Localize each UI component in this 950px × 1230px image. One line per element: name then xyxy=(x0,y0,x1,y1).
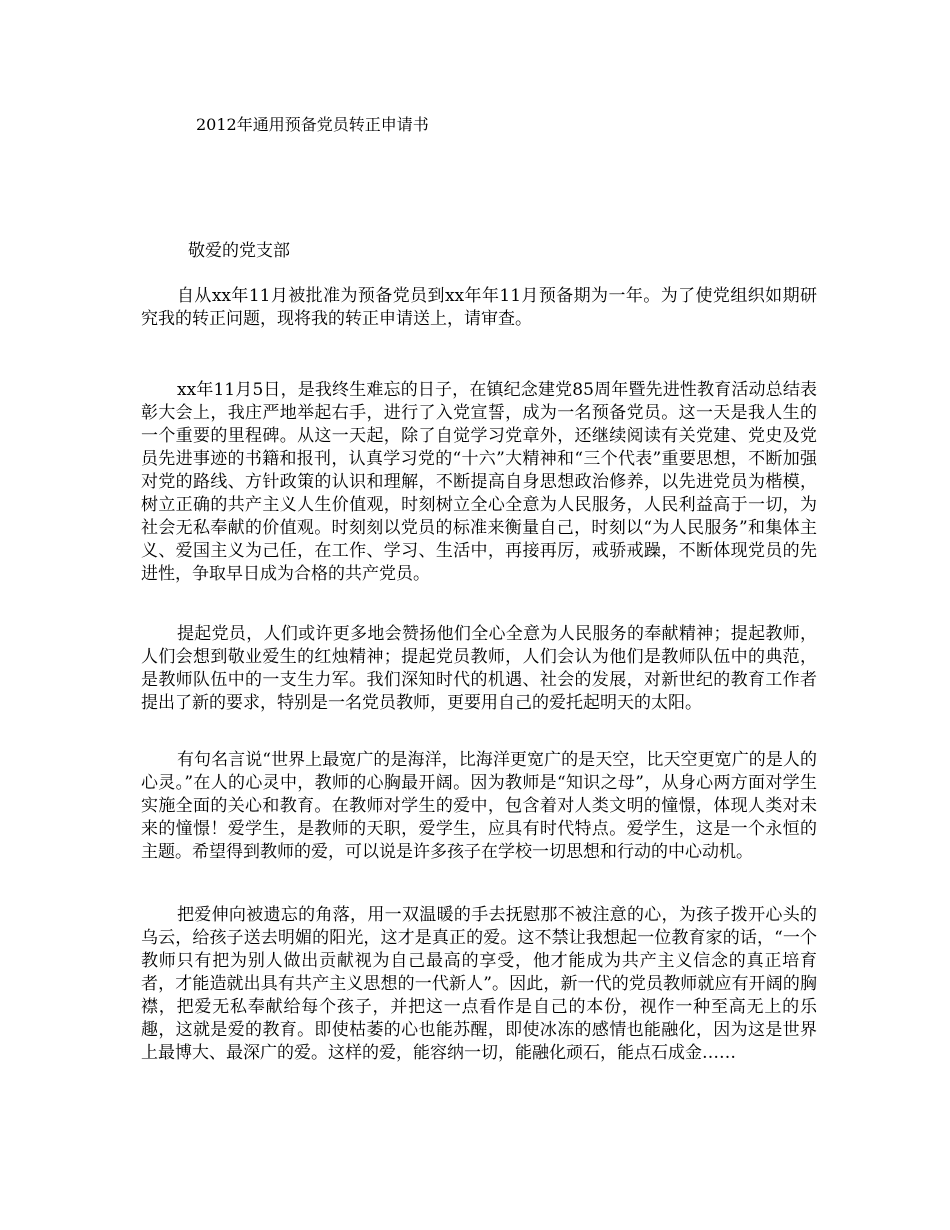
paragraph-love-education: 把爱伸向被遗忘的角落，用一双温暖的手去抚慰那不被注意的心，为孩子拨开心头的乌云，给孩子送去明媚的阳光，这才是真正的爱。这不禁让我想起一位教育家的话，“一个教师只有把为别人做出贡献视为自己最高的享受，他才能成为共产主义信念的真正培育者，才能造就出具有共产主义思想的一代新人”。因此，新一代的党员教师就应有开阔的胸襟，把爱无私奉献给每个孩子，并把这一点看作是自己的本份，视作一种至高无上的乐趣，这就是爱的教育。即使枯萎的心也能苏醒，即使冰冻的感情也能融化，因为这是世界上最博大、最深广的爱。这样的爱，能容纳一切，能融化顽石，能点石成金…… xyxy=(141,905,817,1063)
salutation: 敬爱的党支部 xyxy=(188,241,290,261)
document-title: 2012年通用预备党员转正申请书 xyxy=(196,115,429,134)
paragraph-intro: 自从xx年11月被批准为预备党员到xx年年11月预备期为一年。为了使党组织如期研究我的转正问题，现将我的转正申请送上，请审查。 xyxy=(141,286,817,329)
paragraph-teacher-party-member: 提起党员，人们或许更多地会赞扬他们全心全意为人民服务的奉献精神；提起教师，人们会想到敬业爱生的红烛精神；提起党员教师，人们会认为他们是教师队伍中的典范，是教师队伍中的一支生力军。我们深知时代的机遇、社会的发展，对新世纪的教育工作者提出了新的要求，特别是一名党员教师，更要用自己的爱托起明天的太阳。 xyxy=(141,624,817,713)
paragraph-oath: xx年11月5日，是我终生难忘的日子，在镇纪念建党85周年暨先进性教育活动总结表彰大会上，我庄严地举起右手，进行了入党宣誓，成为一名预备党员。这一天是我人生的一个重要的里程碑。从这一天起，除了自觉学习党章外，还继续阅读有关党建、党史及党员先进事迹的书籍和报刊，认真学习党的“十六”大精神和“三个代表”重要思想，不断加强对党的路线、方针政策的认识和理解，不断提高自身思想政治修养，以先进党员为楷模，树立正确的共产主义人生价值观，时刻树立全心全意为人民服务，人民利益高于一切，为社会无私奉献的价值观。时刻刻以党员的标准来衡量自己，时刻以“为人民服务”和集体主义、爱国主义为己任，在工作、学习、生活中，再接再厉，戒骄戒躁，不断体现党员的先进性，争取早日成为合格的共产党员。 xyxy=(141,380,817,584)
paragraph-quote: 有句名言说“世界上最宽广的是海洋，比海洋更宽广的是天空，比天空更宽广的是人的心灵。”在人的心灵中，教师的心胸最开阔。因为教师是“知识之母”，从身心两方面对学生实施全面的关心和教育。在教师对学生的爱中，包含着对人类文明的憧憬，体现人类对未来的憧憬！爱学生，是教师的天职，爱学生，应具有时代特点。爱学生，这是一个永恒的主题。希望得到教师的爱，可以说是许多孩子在学校一切思想和行动的中心动机。 xyxy=(141,750,817,862)
